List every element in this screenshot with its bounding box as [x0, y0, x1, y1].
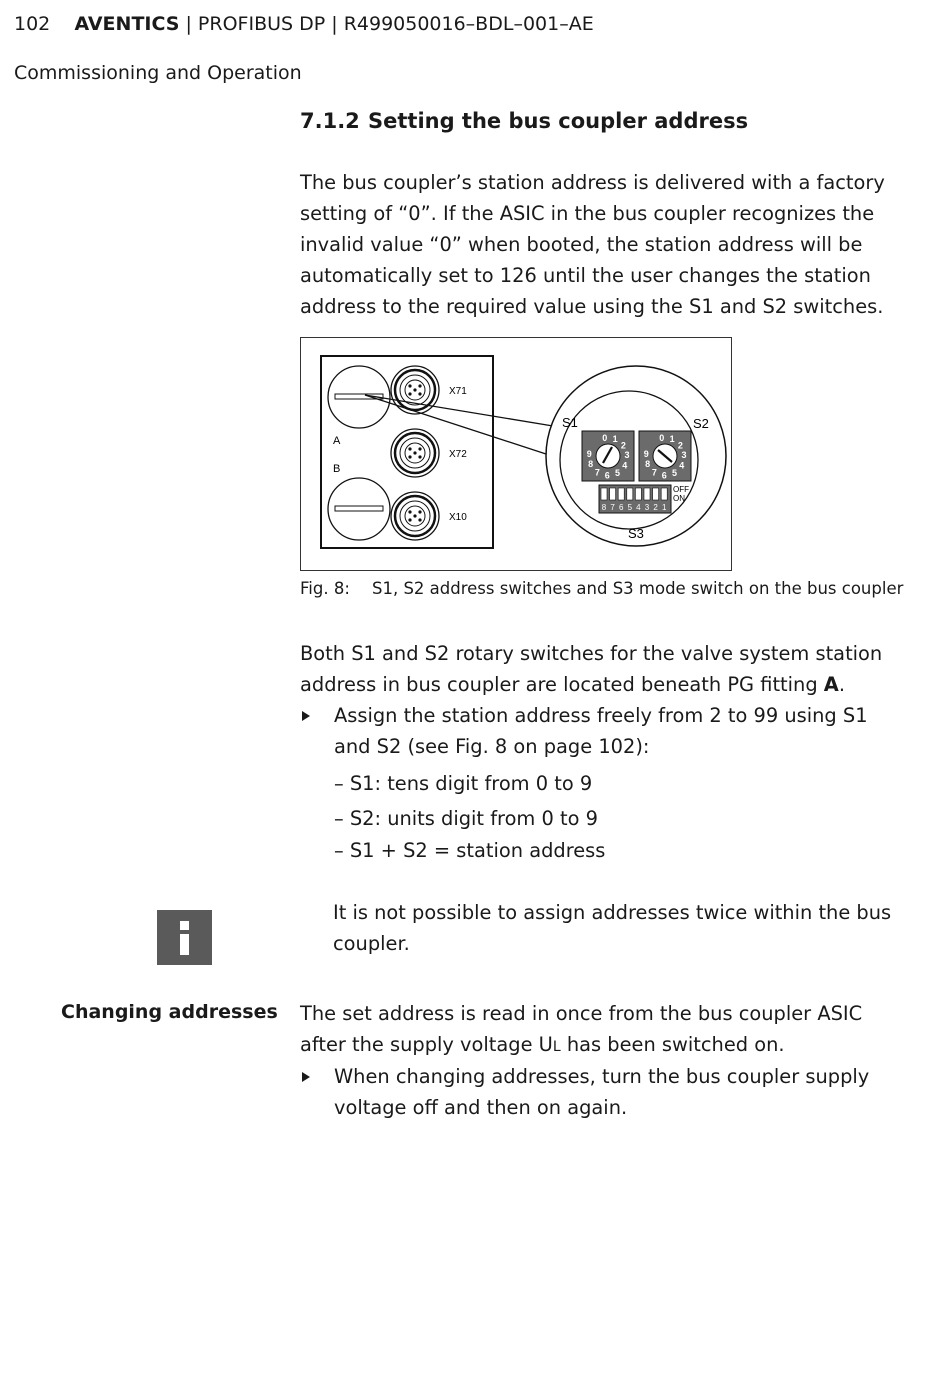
dip-lever [618, 488, 624, 500]
dial-digit: 3 [681, 450, 687, 461]
changing-text-after: has been switched on. [560, 1033, 785, 1056]
info-icon [157, 910, 212, 965]
dial-digit: 5 [614, 468, 621, 478]
chapter-title: Commissioning and Operation [14, 62, 302, 84]
dial-digit: 1 [669, 433, 675, 444]
dial-digit: 2 [677, 440, 683, 451]
caption-text: S1, S2 address switches and S3 mode switch on the bus coupler [372, 579, 904, 598]
pg-fitting-b-slot [335, 506, 383, 511]
section-title: Setting the bus coupler address [368, 109, 749, 133]
rotary-switch-s2 [639, 431, 691, 481]
dip-number: 8 [601, 503, 607, 512]
bullet-triangle-icon [302, 711, 310, 721]
paragraph-switch-location [300, 638, 890, 700]
dip-number: 1 [661, 503, 667, 512]
dial-digit: 7 [594, 467, 600, 478]
label-x72: X72 [449, 449, 467, 460]
margin-heading-changing-addresses: Changing addresses [61, 1001, 278, 1023]
dial-digit: 9 [643, 448, 649, 459]
bullet-text: When changing addresses, turn the bus coupler supply voltage off and then on again. [334, 1065, 870, 1119]
fitting-label: A [823, 673, 839, 696]
paragraph-changing-addresses [300, 998, 890, 1063]
dip-number: 5 [627, 503, 633, 512]
dial-digit: 6 [604, 470, 610, 481]
label-on: ON [673, 494, 685, 503]
rotary-switch-s1 [582, 431, 634, 481]
intro-paragraph: The bus coupler’s station address is delivered with a factory setting of “0”. If the ASIC in the bus coupler recognizes the invalid value “0” when booted, the station address will be automatically set to 126 until the user changes the station address to the required value using the S1 and S2 switches. [300, 171, 885, 318]
document-id: | PROFIBUS DP | R499050016–BDL–001–AE [179, 13, 594, 35]
label-s1: S1 [562, 415, 578, 430]
section-heading [300, 109, 748, 133]
dial-digit: 4 [622, 460, 628, 471]
caption-label: Fig. 8: [300, 579, 350, 598]
dip-lever [653, 488, 659, 500]
voltage-subscript: L [552, 1039, 561, 1055]
brand-name: AVENTICS [74, 13, 180, 35]
connector-x72 [391, 429, 439, 477]
label-x71: X71 [449, 386, 467, 397]
dial-digit: 7 [651, 467, 657, 478]
bullet-changing-addresses [300, 1061, 890, 1123]
dial-digit: 8 [645, 459, 651, 470]
dial-digit: 0 [602, 432, 608, 443]
dash-item-sum: – S1 + S2 = station address [334, 839, 606, 862]
dial-digit: 2 [620, 440, 626, 451]
paragraph-end: . [838, 673, 845, 696]
dial-digit: 9 [586, 448, 592, 459]
changing-text-before: The set address is read in once from the bus coupler ASIC after the supply voltage U [300, 1002, 863, 1056]
dash-item-s2: – S2: units digit from 0 to 9 [334, 807, 598, 830]
note-text: It is not possible to assign addresses twice within the bus coupler. [333, 901, 892, 955]
label-s3: S3 [628, 526, 644, 541]
label-s2: S2 [693, 416, 709, 431]
connector-x10 [391, 492, 439, 540]
dip-number: 4 [636, 503, 641, 512]
bullet-triangle-icon [302, 1072, 310, 1082]
label-b: B [333, 463, 341, 475]
dial-digit: 3 [624, 450, 630, 461]
label-a: A [333, 435, 341, 447]
dip-lever [644, 488, 650, 500]
dip-lever [661, 488, 667, 500]
running-header [14, 13, 594, 35]
dip-number: 7 [610, 503, 615, 512]
label-off: OFF [673, 485, 689, 494]
dip-number: 3 [644, 503, 650, 512]
dial-digit: 8 [588, 459, 594, 470]
bullet-text: Assign the station address freely from 2 to 99 using S1 and S2 (see Fig. 8 on page 102): [334, 704, 868, 758]
page-number: 102 [14, 13, 51, 35]
figure-bus-coupler [300, 337, 732, 571]
bus-coupler-diagram [301, 338, 733, 572]
dip-number: 6 [618, 503, 624, 512]
paragraph-text: Both S1 and S2 rotary switches for the valve system station address in bus coupler are located beneath PG fitting [300, 642, 883, 696]
dip-lever [601, 488, 607, 500]
dial-digit: 6 [661, 470, 667, 481]
bullet-assign-address [300, 700, 890, 762]
dial-digit: 1 [612, 433, 618, 444]
figure-caption [300, 579, 903, 598]
dip-lever [627, 488, 633, 500]
dial-digit: 4 [679, 460, 685, 471]
dip-number: 2 [653, 503, 658, 512]
dial-digit: 5 [671, 468, 678, 478]
dial-digit: 0 [659, 432, 665, 443]
dash-item-s1: – S1: tens digit from 0 to 9 [334, 772, 593, 795]
dip-lever [610, 488, 616, 500]
dip-lever [635, 488, 641, 500]
connector-x71 [391, 366, 439, 414]
section-number: 7.1.2 [300, 109, 360, 133]
label-x10: X10 [449, 512, 467, 523]
